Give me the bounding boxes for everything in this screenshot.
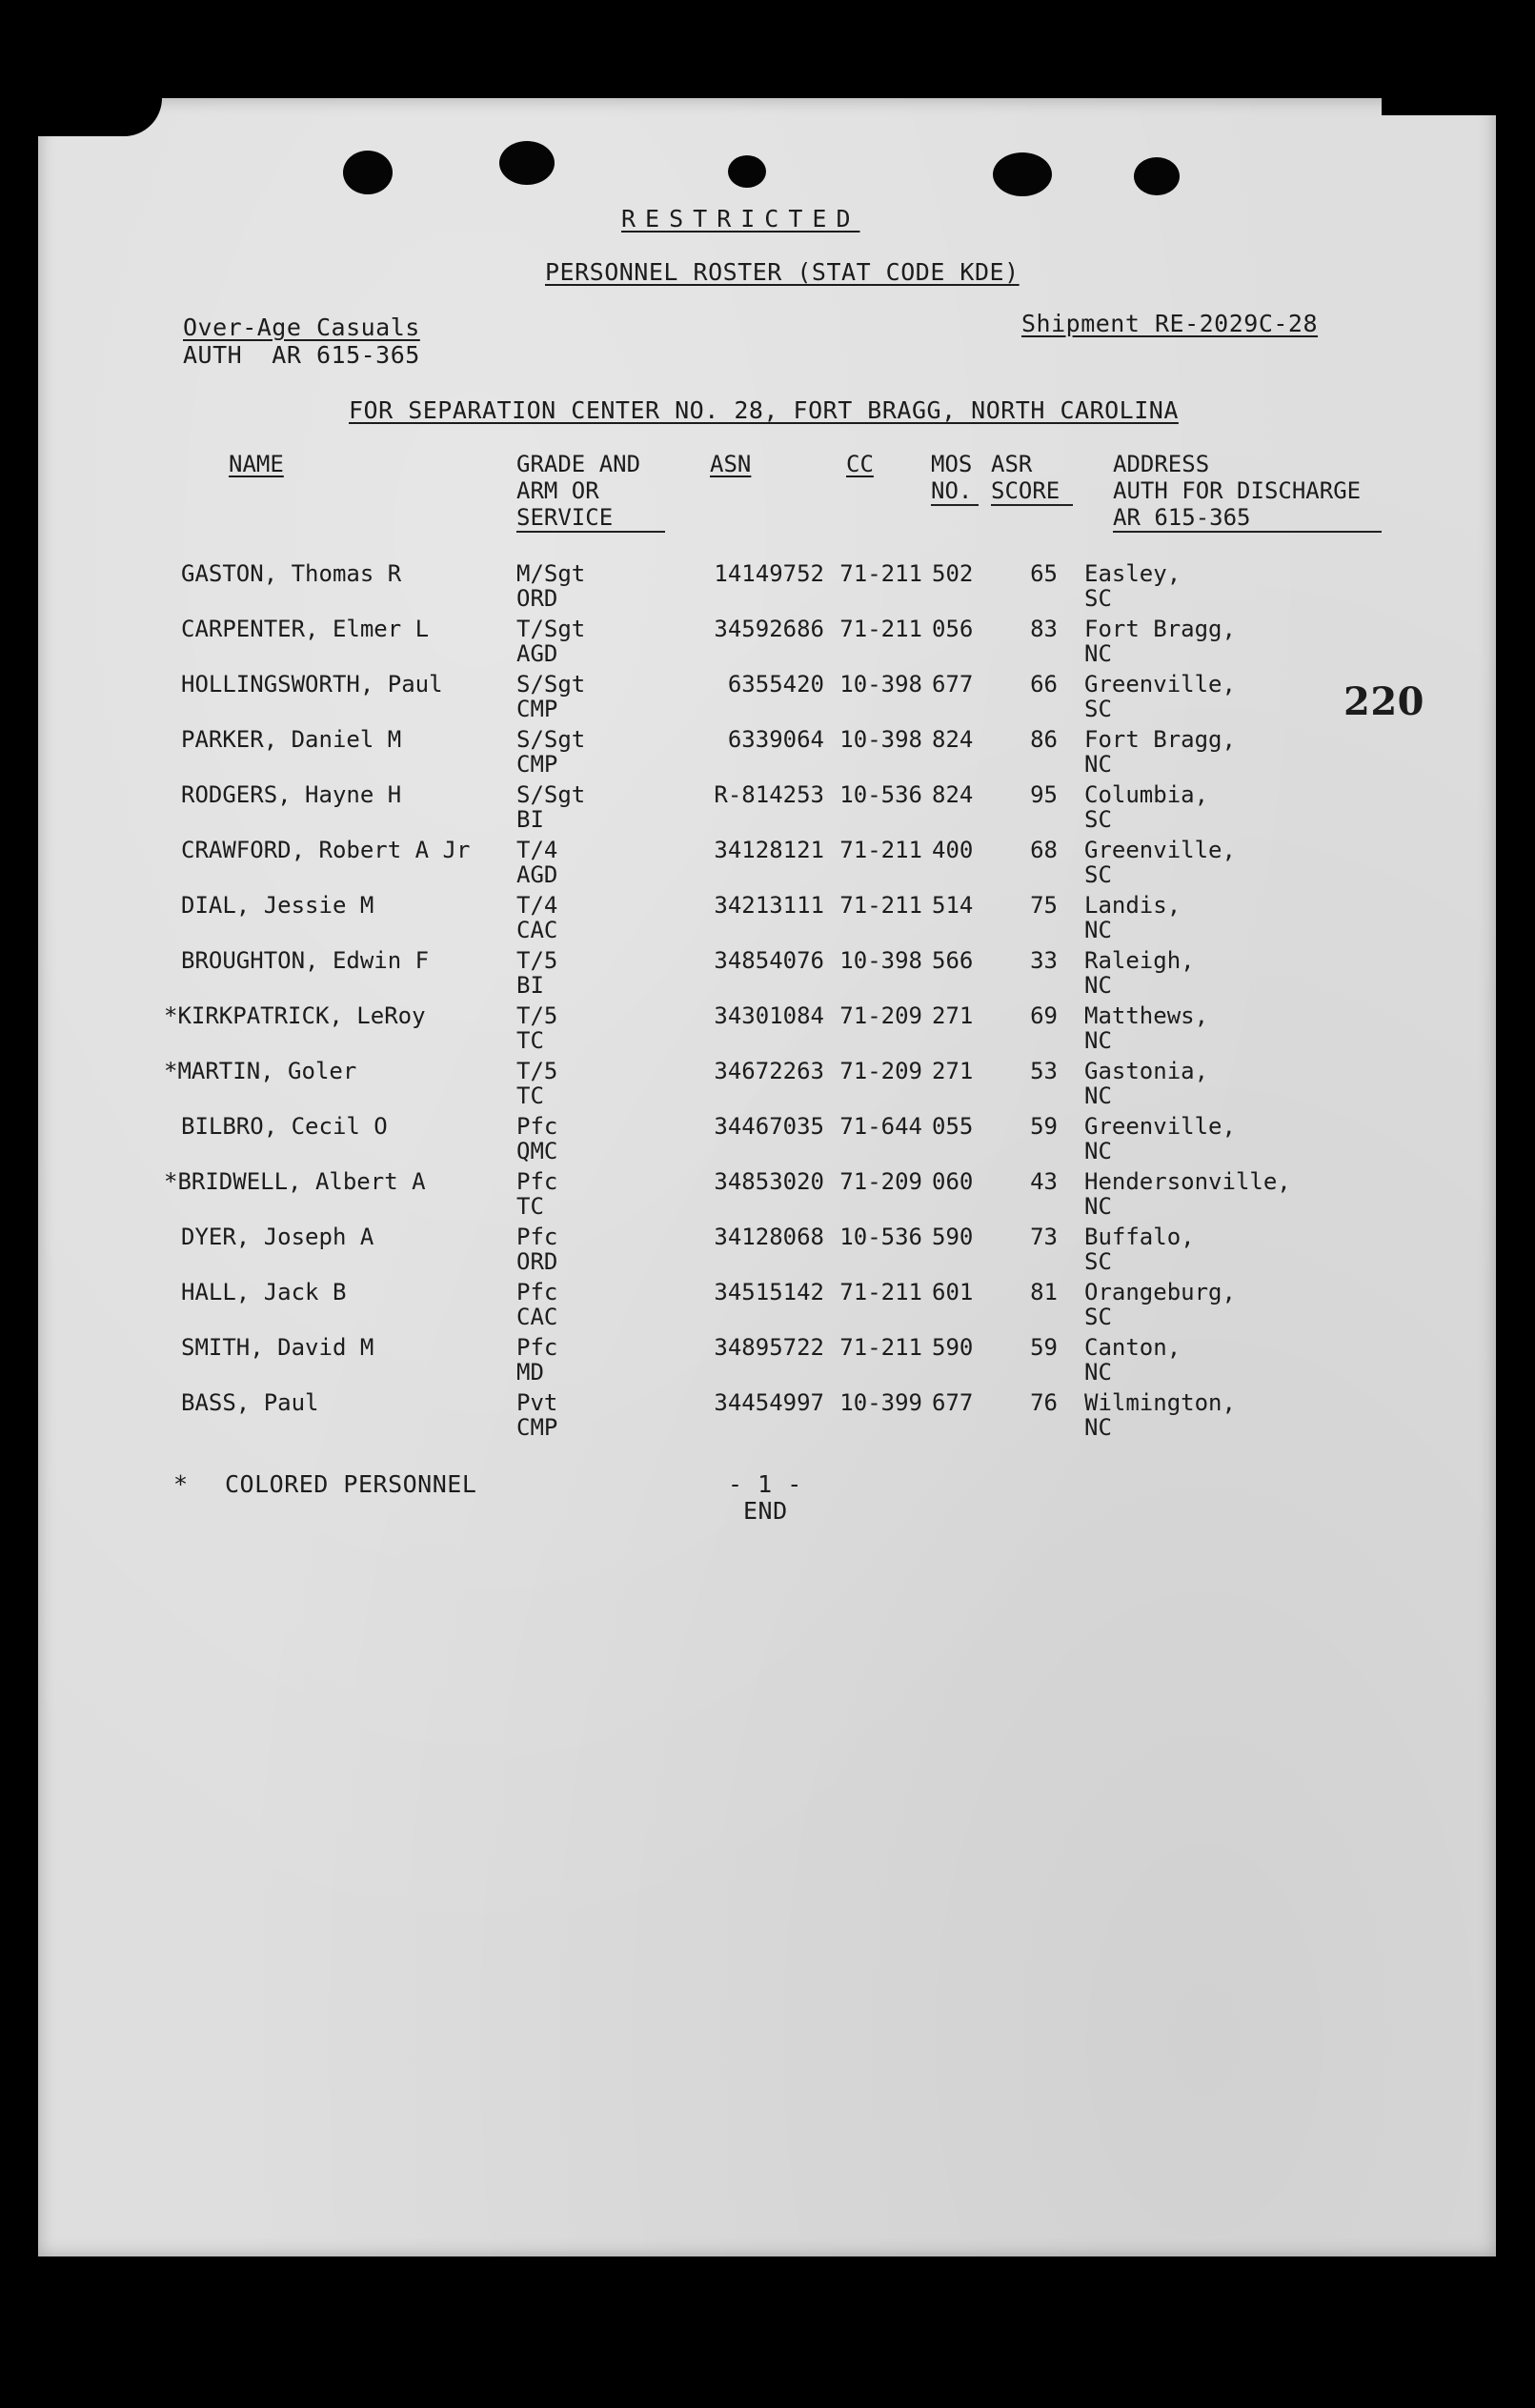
- state-cell: NC: [1084, 751, 1112, 778]
- header-address: ADDRESS AUTH FOR DISCHARGE AR 615-365: [1113, 451, 1362, 531]
- mos-cell: 502: [932, 560, 974, 587]
- header-underline: [931, 504, 979, 506]
- arm-cell: CAC: [516, 1304, 558, 1330]
- city-cell: Wilmington,: [1084, 1389, 1236, 1416]
- asr-cell: 81: [1030, 1279, 1058, 1305]
- cc-cell: 71-211: [839, 616, 922, 642]
- city-cell: Easley,: [1084, 560, 1182, 587]
- name-cell: BROUGHTON, Edwin F: [181, 947, 430, 974]
- mos-cell: 271: [932, 1058, 974, 1084]
- name-cell: SMITH, David M: [181, 1334, 374, 1361]
- state-cell: NC: [1084, 1414, 1112, 1441]
- mos-cell: 055: [932, 1113, 974, 1140]
- cc-cell: 71-209: [839, 1058, 922, 1084]
- name-cell: DIAL, Jessie M: [181, 892, 374, 919]
- city-cell: Buffalo,: [1084, 1224, 1195, 1250]
- city-cell: Canton,: [1084, 1334, 1182, 1361]
- shipment: Shipment RE-2029C-28: [1021, 310, 1319, 337]
- mos-cell: 590: [932, 1224, 974, 1250]
- header-underline: [991, 504, 1073, 506]
- arm-cell: CMP: [516, 1414, 558, 1441]
- state-cell: NC: [1084, 917, 1112, 943]
- grade-cell: S/Sgt: [516, 726, 586, 753]
- state-cell: SC: [1084, 1304, 1112, 1330]
- asn-cell: 34854076: [714, 947, 824, 974]
- state-cell: NC: [1084, 1359, 1112, 1386]
- grade-cell: Pfc: [516, 1334, 558, 1361]
- asr-cell: 66: [1030, 671, 1058, 698]
- name-cell: GASTON, Thomas R: [181, 560, 402, 587]
- mos-cell: 056: [932, 616, 974, 642]
- cc-cell: 10-398: [839, 726, 922, 753]
- header-asn: ASN: [710, 451, 752, 477]
- grade-cell: Pfc: [516, 1168, 558, 1195]
- city-cell: Landis,: [1084, 892, 1182, 919]
- city-cell: Greenville,: [1084, 671, 1236, 698]
- arm-cell: ORD: [516, 1248, 558, 1275]
- header-cc: CC: [846, 451, 874, 477]
- asn-cell: 34853020: [714, 1168, 824, 1195]
- punch-hole: [993, 152, 1052, 196]
- cc-cell: 71-211: [839, 1334, 922, 1361]
- grade-cell: T/5: [516, 1002, 558, 1029]
- asr-cell: 73: [1030, 1224, 1058, 1250]
- punch-hole: [728, 155, 766, 188]
- grade-cell: Pfc: [516, 1224, 558, 1250]
- city-cell: Fort Bragg,: [1084, 726, 1236, 753]
- asn-cell: 34515142: [714, 1279, 824, 1305]
- asr-cell: 95: [1030, 781, 1058, 808]
- state-cell: SC: [1084, 696, 1112, 722]
- cc-cell: 71-644: [839, 1113, 922, 1140]
- name-cell: *KIRKPATRICK, LeRoy: [164, 1002, 426, 1029]
- mos-cell: 566: [932, 947, 974, 974]
- grade-cell: Pfc: [516, 1113, 558, 1140]
- mos-cell: 824: [932, 781, 974, 808]
- asn-cell: 14149752: [714, 560, 824, 587]
- grade-cell: T/4: [516, 892, 558, 919]
- cc-cell: 71-209: [839, 1002, 922, 1029]
- header-underline: [1113, 531, 1382, 533]
- grade-cell: S/Sgt: [516, 781, 586, 808]
- asn-cell: 34128068: [714, 1224, 824, 1250]
- asn-cell: 34672263: [714, 1058, 824, 1084]
- cc-cell: 10-536: [839, 1224, 922, 1250]
- arm-cell: TC: [516, 1083, 544, 1109]
- state-cell: NC: [1084, 1083, 1112, 1109]
- state-cell: NC: [1084, 972, 1112, 999]
- page-mark: 220: [1343, 679, 1424, 724]
- asr-cell: 65: [1030, 560, 1058, 587]
- state-cell: SC: [1084, 585, 1112, 612]
- state-cell: NC: [1084, 1193, 1112, 1220]
- city-cell: Greenville,: [1084, 837, 1236, 863]
- city-cell: Matthews,: [1084, 1002, 1209, 1029]
- asr-cell: 86: [1030, 726, 1058, 753]
- arm-cell: AGD: [516, 861, 558, 888]
- asn-cell: 34128121: [714, 837, 824, 863]
- state-cell: SC: [1084, 1248, 1112, 1275]
- asr-cell: 59: [1030, 1334, 1058, 1361]
- mos-cell: 060: [932, 1168, 974, 1195]
- name-cell: CRAWFORD, Robert A Jr: [181, 837, 471, 863]
- name-cell: *BRIDWELL, Albert A: [164, 1168, 426, 1195]
- arm-cell: TC: [516, 1193, 544, 1220]
- grade-cell: Pvt: [516, 1389, 558, 1416]
- state-cell: NC: [1084, 1138, 1112, 1164]
- page-number: - 1 -: [728, 1470, 802, 1498]
- mos-cell: 677: [932, 671, 974, 698]
- torn-edge: [38, 98, 162, 136]
- grade-cell: T/5: [516, 947, 558, 974]
- header-asr: ASR SCORE: [991, 451, 1060, 504]
- grade-cell: M/Sgt: [516, 560, 586, 587]
- classification: RESTRICTED: [621, 205, 860, 233]
- footnote-marker: *: [173, 1470, 189, 1498]
- state-cell: NC: [1084, 640, 1112, 667]
- punch-hole: [499, 141, 555, 185]
- asr-cell: 33: [1030, 947, 1058, 974]
- asn-cell: 34895722: [714, 1334, 824, 1361]
- asr-cell: 68: [1030, 837, 1058, 863]
- roster-title: PERSONNEL ROSTER (STAT CODE KDE): [545, 258, 1020, 286]
- header-underline: [516, 531, 665, 533]
- mos-cell: 514: [932, 892, 974, 919]
- cc-cell: 71-211: [839, 892, 922, 919]
- grade-cell: T/5: [516, 1058, 558, 1084]
- mos-cell: 400: [932, 837, 974, 863]
- arm-cell: QMC: [516, 1138, 558, 1164]
- authority: AUTH AR 615-365: [183, 341, 420, 369]
- mos-cell: 590: [932, 1334, 974, 1361]
- name-cell: PARKER, Daniel M: [181, 726, 402, 753]
- name-cell: HALL, Jack B: [181, 1279, 347, 1305]
- grade-cell: T/Sgt: [516, 616, 586, 642]
- city-cell: Raleigh,: [1084, 947, 1195, 974]
- arm-cell: CAC: [516, 917, 558, 943]
- arm-cell: BI: [516, 972, 544, 999]
- arm-cell: AGD: [516, 640, 558, 667]
- footnote: COLORED PERSONNEL: [225, 1470, 477, 1498]
- punch-hole: [343, 151, 393, 194]
- arm-cell: CMP: [516, 696, 558, 722]
- city-cell: Greenville,: [1084, 1113, 1236, 1140]
- city-cell: Hendersonville,: [1084, 1168, 1291, 1195]
- punch-hole: [1134, 157, 1180, 195]
- name-cell: CARPENTER, Elmer L: [181, 616, 430, 642]
- city-cell: Gastonia,: [1084, 1058, 1209, 1084]
- asn-cell: R-814253: [714, 781, 824, 808]
- arm-cell: MD: [516, 1359, 544, 1386]
- torn-edge: [1382, 98, 1496, 115]
- cc-cell: 71-211: [839, 560, 922, 587]
- mos-cell: 677: [932, 1389, 974, 1416]
- name-cell: *MARTIN, Goler: [164, 1058, 357, 1084]
- cc-cell: 10-399: [839, 1389, 922, 1416]
- cc-cell: 71-211: [839, 837, 922, 863]
- cc-cell: 71-209: [839, 1168, 922, 1195]
- header-grade: GRADE AND ARM OR SERVICE: [516, 451, 641, 531]
- asr-cell: 59: [1030, 1113, 1058, 1140]
- arm-cell: CMP: [516, 751, 558, 778]
- mos-cell: 271: [932, 1002, 974, 1029]
- asn-cell: 34301084: [714, 1002, 824, 1029]
- asn-cell: 34467035: [714, 1113, 824, 1140]
- asr-cell: 69: [1030, 1002, 1058, 1029]
- grade-cell: S/Sgt: [516, 671, 586, 698]
- cc-cell: 10-398: [839, 947, 922, 974]
- asr-cell: 76: [1030, 1389, 1058, 1416]
- cc-cell: 10-536: [839, 781, 922, 808]
- city-cell: Columbia,: [1084, 781, 1209, 808]
- header-name: NAME: [229, 451, 284, 477]
- name-cell: RODGERS, Hayne H: [181, 781, 402, 808]
- city-cell: Orangeburg,: [1084, 1279, 1236, 1305]
- asr-cell: 83: [1030, 616, 1058, 642]
- cc-cell: 10-398: [839, 671, 922, 698]
- name-cell: BILBRO, Cecil O: [181, 1113, 388, 1140]
- state-cell: NC: [1084, 1027, 1112, 1054]
- header-mos: MOS NO.: [931, 451, 973, 504]
- asn-cell: 34592686: [714, 616, 824, 642]
- arm-cell: ORD: [516, 585, 558, 612]
- grade-cell: Pfc: [516, 1279, 558, 1305]
- asn-cell: 6355420: [727, 671, 824, 698]
- arm-cell: BI: [516, 806, 544, 833]
- asr-cell: 53: [1030, 1058, 1058, 1084]
- end-marker: END: [743, 1497, 788, 1525]
- category: Over-Age Casuals: [183, 314, 420, 341]
- grade-cell: T/4: [516, 837, 558, 863]
- destination: FOR SEPARATION CENTER NO. 28, FORT BRAGG, NORTH CAROLINA: [349, 396, 1179, 424]
- name-cell: DYER, Joseph A: [181, 1224, 374, 1250]
- asn-cell: 34454997: [714, 1389, 824, 1416]
- asn-cell: 34213111: [714, 892, 824, 919]
- document-page: [38, 98, 1496, 2256]
- asr-cell: 75: [1030, 892, 1058, 919]
- asn-cell: 6339064: [727, 726, 824, 753]
- city-cell: Fort Bragg,: [1084, 616, 1236, 642]
- name-cell: HOLLINGSWORTH, Paul: [181, 671, 443, 698]
- state-cell: SC: [1084, 806, 1112, 833]
- cc-cell: 71-211: [839, 1279, 922, 1305]
- arm-cell: TC: [516, 1027, 544, 1054]
- mos-cell: 601: [932, 1279, 974, 1305]
- mos-cell: 824: [932, 726, 974, 753]
- asr-cell: 43: [1030, 1168, 1058, 1195]
- name-cell: BASS, Paul: [181, 1389, 319, 1416]
- state-cell: SC: [1084, 861, 1112, 888]
